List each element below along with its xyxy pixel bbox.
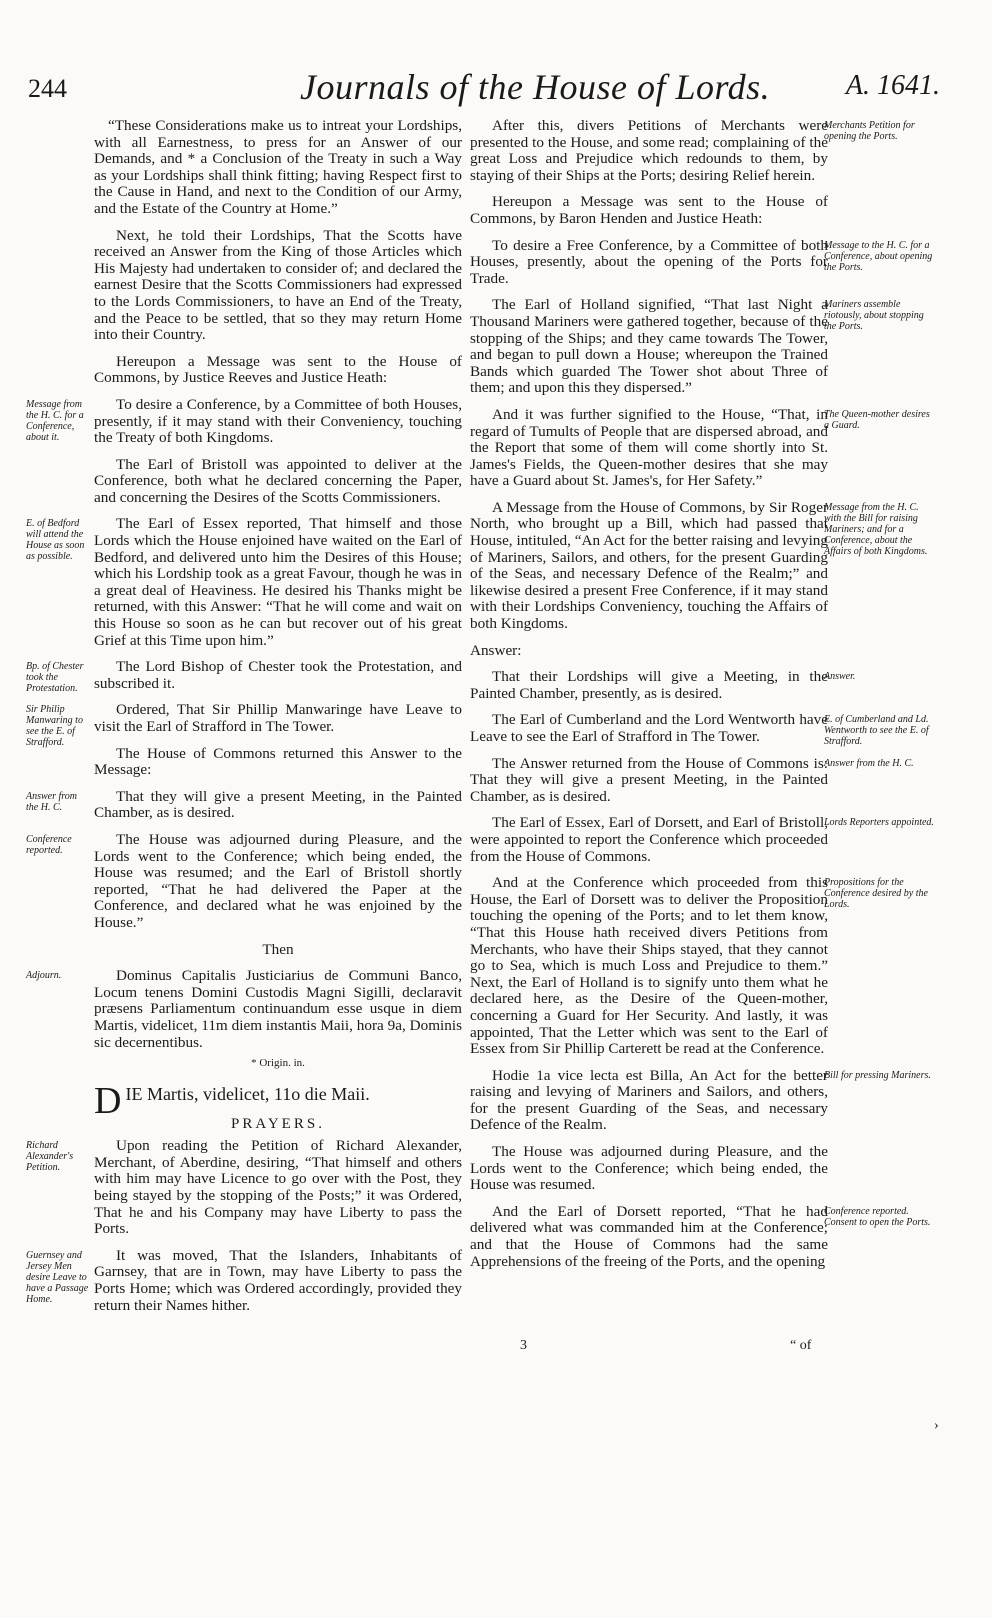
paragraph	[470, 498, 928, 633]
paragraph-text: Next, he told their Lordships, That the Scotts have received an Answer from the King of those Articles which His Majesty had undertaken to consider of; and declared the earnest Desire that the Scotts Commissioners had expressed to the Lords Commissioners, to have an End of the Treaty, and the Peace to be settled, that so they may return Home into their Country.	[94, 226, 462, 344]
paragraph-text: Hereupon a Message was sent to the House of Commons, by Baron Henden and Justice Heath:	[470, 193, 828, 227]
paragraph-text: It was moved, That the Islanders, Inhabitants of Garnsey, that are in Town, may have Liberty to pass the Ports Home; which was Ordered accordingly, provided they return their Names hither.	[94, 1246, 462, 1314]
margin-note: Mariners assemble riotously, about stopping the Ports.	[824, 299, 924, 333]
day-initial: D	[94, 1079, 122, 1122]
paragraph	[26, 1137, 462, 1238]
paragraph	[470, 643, 828, 660]
paragraph-text: The Answer returned from the House of Commons is: That they will give a present Meeting, in the Painted Chamber, as is desired.	[470, 754, 828, 805]
paragraph	[470, 874, 928, 1058]
margin-note: The Queen-mother desires a Guard.	[824, 408, 930, 431]
paragraph	[26, 701, 462, 749]
paragraph-text: To desire a Free Conference, by a Committee of both Houses, presently, about the opening of the Ports for Trade.	[470, 236, 828, 287]
paragraph-text: Upon reading the Petition of Richard Alexander, Merchant, of Aberdine, desiring, “That himself and others with him may have Licence to go over with the Post, they being stayed by the stopping of the Posts;” it was Ordered, That he and his Company may have Liberty to pass the Ports.	[94, 1137, 462, 1238]
paragraph	[26, 830, 462, 932]
paragraph-text: And the Earl of Dorsett reported, “That he had delivered what was commanded him at the Conference; and that the House of Commons had the same Apprehensions of the freeing of the Ports, and the opening	[470, 1202, 828, 1270]
page-turn-mark: ›	[934, 1418, 939, 1433]
paragraph	[470, 1202, 931, 1270]
margin-note: Bp. of Chester took the Protestation.	[26, 661, 84, 695]
left-paragraphs	[26, 117, 462, 1051]
footnote: * Origin. in.	[251, 1057, 305, 1070]
paragraph-text: The Earl of Essex reported, That himself and those Lords which the House enjoined have waited on the Earl of Bedford, and delivered unto him the Desires of this House; which his Lordship took as a great Favour, though he was in a great deal of Heaviness. He desired his Thanks might be returned, with this Answer: “That he will come and wait on this House so soon as he can but recover out of his great Grief at this Time upon him.”	[94, 515, 462, 649]
paragraph-text: The Earl of Essex, Earl of Dorsett, and Earl of Bristoll, were appointed to report the Conference which proceeded from the House of Commons.	[470, 814, 828, 865]
paragraph-text: The Earl of Holland signified, “That last Night a Thousand Mariners were gathered together, because of the stopping of the Ships; and they came towards The Tower, and began to pull down a House; whereupon the Trained Bands which guarded The Tower shot about Three of them; and upon this they dispersed.”	[470, 296, 828, 397]
margin-note: Conference reported. Consent to open the Ports.	[824, 1205, 931, 1228]
margin-note: Sir Philip Manwaring to see the E. of Strafford.	[26, 704, 83, 749]
paragraph-text: To desire a Conference, by a Committee of both Houses, presently, if it may stand with their Conveniency, touching the Treaty of both Kingdoms.	[94, 395, 462, 447]
paragraph-text: Then	[262, 940, 294, 958]
paragraph	[470, 117, 915, 184]
margin-note: Richard Alexander's Petition.	[26, 1140, 74, 1174]
right-paragraphs	[470, 117, 934, 1270]
paragraph	[470, 754, 914, 806]
margin-note: E. of Cumberland and Ld. Wentworth to see the E. of Strafford.	[824, 714, 929, 748]
margin-note: Bill for pressing Mariners.	[824, 1069, 931, 1081]
paragraph-text: And it was further signified to the House, “That, in regard of Tumults of People that are dispersed abroad, and the Report that some of them will come shortly into St. James's Fields, the Queen-mother desires that she may have a Guard about St. James's, for Her Safety.”	[470, 405, 828, 490]
left-column	[26, 117, 462, 1324]
paragraph	[470, 194, 828, 227]
catchword: “ of	[790, 1338, 812, 1353]
margin-note: Conference reported.	[26, 833, 72, 856]
margin-note: Message from the H. C. for a Conference, about it.	[26, 398, 84, 443]
margin-note: Answer from the H. C.	[824, 757, 914, 769]
paragraph	[94, 354, 462, 387]
paragraph-text: Answer:	[470, 641, 522, 659]
paragraph	[94, 457, 462, 507]
paragraph	[94, 118, 462, 218]
paragraph	[26, 787, 462, 822]
paragraph	[94, 942, 462, 959]
page-number: 244	[28, 74, 67, 103]
margin-note: Guernsey and Jersey Men desire Leave to have a Passage Home.	[26, 1249, 89, 1305]
paragraph-text: The Earl of Bristoll was appointed to deliver at the Conference, both what he declared concerning the Paper, and concerning the Desires of the Scotts Commissioners.	[94, 455, 462, 506]
paragraph-text: And at the Conference which proceeded from this House, the Earl of Dorsett was to deliver the Proposition touching the opening of the Ports; and to let them know, “That this House hath received divers Petitions from Merchants, who have their Ships stayed, that they cannot go to Sea, which is much Loss and Prejudice to them.” Next, the Earl of Holland is to signify unto them what he declared here, as the Desire of the Queen-mother, concerning a Guard for Her Security. And lastly, it was appointed, That the Letter which was sent to the Earl of Essex from Sir Phillip Carterett be read at the Conference.	[470, 874, 828, 1058]
prayers-heading: PRAYERS.	[231, 1115, 325, 1132]
margin-note: Message to the H. C. for a Conference, about opening the Ports.	[824, 239, 933, 273]
paragraph	[470, 814, 934, 865]
paragraph	[26, 515, 462, 649]
right-column	[470, 117, 934, 1280]
page-year: A. 1641.	[845, 70, 940, 101]
paragraph-text: The House was adjourned during Pleasure, and the Lords went to the Conference; which being ended, the House was resumed.	[470, 1143, 828, 1194]
margin-note: E. of Bedford will attend the House as soon as possible.	[26, 518, 85, 563]
paragraph	[26, 967, 462, 1051]
paragraph	[94, 228, 462, 344]
paragraph	[470, 668, 856, 702]
left-paragraphs-2	[26, 1137, 462, 1314]
paragraph-text: That their Lordships will give a Meeting, in the Painted Chamber, presently, as is desired.	[470, 668, 828, 702]
paragraph	[470, 405, 930, 490]
margin-note: Answer.	[824, 671, 856, 683]
paragraph-text: “These Considerations make us to intreat your Lordships, with all Earnestness, to press for an Answer of our Demands, and * a Conclusion of the Treaty in such a Way as your Lordships shall think fitting; having Respect first to the Cause in Hand, and next to the Condition of our Army, and the Estate of the Country at Home.”	[94, 117, 462, 217]
paragraph	[470, 1144, 828, 1194]
paragraph	[94, 746, 462, 779]
paragraph	[470, 236, 933, 288]
paragraph	[470, 296, 924, 397]
paragraph	[470, 1066, 931, 1134]
paragraph-text: Hereupon a Message was sent to the House of Commons, by Justice Reeves and Justice Heath:	[94, 352, 462, 387]
paragraph-text: Ordered, That Sir Phillip Manwaringe have Leave to visit the Earl of Strafford in The Tower.	[94, 701, 462, 735]
paragraph-text: Hodie 1a vice lecta est Billa, An Act for the better raising and levying of Mariners and Sailors, and others, for the present Guarding of the Seas, and necessary Defence of the Realm.	[470, 1066, 828, 1134]
paragraph-text: A Message from the House of Commons, by Sir Roger North, who brought up a Bill, which had passed that House, intituled, “An Act for the better raising and levying of Mariners, Sailors, and others, for the present Guarding of the Seas, and necessary Defence of the Realm;” and likewise desired a present Free Conference, if it may stand with their Lordships Conveniency, touching the Affairs of both Kingdoms.	[470, 498, 828, 633]
paragraph-text: The Earl of Cumberland and the Lord Wentworth have Leave to see the Earl of Strafford in The Tower.	[470, 711, 828, 745]
margin-note: Message from the H. C. with the Bill for raising Mariners; and for a Conference, about the Affairs of both Kingdoms.	[824, 501, 928, 557]
day-heading-text: IE Martis, videlicet, 11o die Maii.	[125, 1083, 370, 1104]
paragraph	[470, 711, 929, 748]
margin-note: Propositions for the Conference desired by the Lords.	[824, 877, 928, 911]
paragraph-text: That they will give a present Meeting, in the Painted Chamber, as is desired.	[94, 787, 462, 822]
margin-note: Merchants Petition for opening the Ports.	[824, 120, 915, 142]
paragraph-text: The House of Commons returned this Answer to the Message:	[94, 744, 462, 779]
margin-note: Lords Reporters appointed.	[824, 817, 934, 829]
paragraph-text: After this, divers Petitions of Merchants were presented to the House, and some read; complaining of the great Loss and Prejudice which redounds to them, by staying of their Ships at the Ports; desiring Relief herein.	[470, 117, 828, 184]
paragraph	[26, 658, 462, 695]
page-header	[0, 0, 992, 110]
paragraph-text: The House was adjourned during Pleasure, and the Lords went to the Conference; which being ended, the House was resumed; and the Earl of Bristoll shortly reported, “That he had delivered the Paper at the Conference, and declared what he was enjoined by the House.”	[94, 830, 462, 931]
paragraph-text: The Lord Bishop of Chester took the Protestation, and subscribed it.	[94, 658, 462, 692]
margin-note: Adjourn.	[26, 970, 62, 982]
paragraph	[26, 1246, 462, 1314]
day-heading	[94, 1079, 462, 1122]
page-title: Journals of the House of Lords.	[300, 67, 771, 107]
paragraph-text: Dominus Capitalis Justiciarius de Communi Banco, Locum tenens Domini Custodis Magni Sigilli, declaravit præsens Parliamentum continuandum esse usque in diem Martis, videlicet, 11m diem instantis Maii, hora 9a, Dominis sic decernentibus.	[94, 967, 462, 1051]
signature-mark: 3	[520, 1338, 527, 1353]
margin-note: Answer from the H. C.	[26, 790, 78, 813]
paragraph	[26, 395, 462, 447]
